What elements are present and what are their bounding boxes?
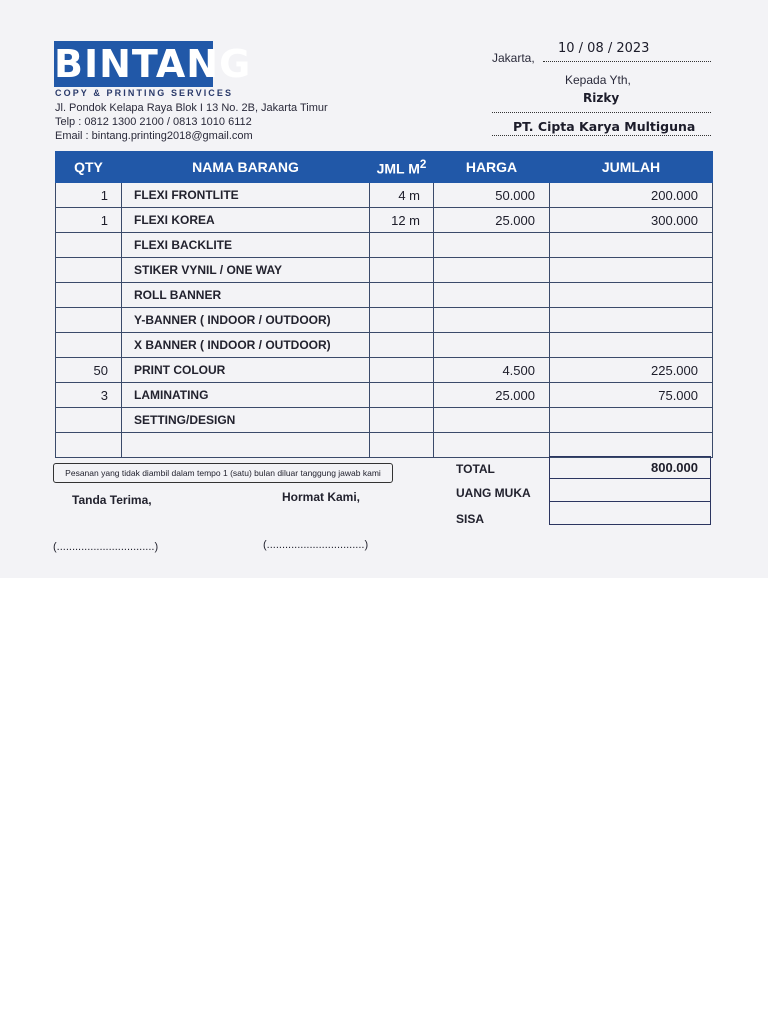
- cell-harga: 25.000: [434, 383, 550, 408]
- table-row: [56, 308, 713, 333]
- cell-harga: 50.000: [434, 183, 550, 208]
- col-harga-header: HARGA: [434, 152, 550, 183]
- cell-qty: 50: [56, 358, 122, 383]
- cell-jumlah: 75.000: [550, 383, 713, 408]
- invoice-date: 10 / 08 / 2023: [558, 41, 650, 56]
- cell-jml: [370, 308, 434, 333]
- items-table: [55, 151, 713, 458]
- company-logo: BINTANG: [54, 42, 252, 86]
- receiver-label: Tanda Terima,: [72, 493, 152, 507]
- cell-jumlah: 200.000: [550, 183, 713, 208]
- cell-jumlah: [550, 283, 713, 308]
- cell-item-name: FLEXI FRONTLITE: [122, 183, 370, 208]
- cell-qty: [56, 308, 122, 333]
- cell-jumlah: 300.000: [550, 208, 713, 233]
- company-tagline: COPY & PRINTING SERVICES: [55, 88, 234, 98]
- cell-harga: [434, 408, 550, 433]
- sisa-label: SISA: [456, 512, 485, 526]
- cell-item-name: Y-BANNER ( INDOOR / OUTDOOR): [122, 308, 370, 333]
- date-line: [543, 61, 711, 62]
- cell-jml: [370, 383, 434, 408]
- cell-jumlah: 225.000: [550, 358, 713, 383]
- company-line: [492, 135, 711, 136]
- cell-harga: 4.500: [434, 358, 550, 383]
- col-jml-label: JML M: [376, 160, 420, 177]
- sender-signature-line: (................................): [263, 539, 369, 551]
- cell-qty: 3: [56, 383, 122, 408]
- table-row: [56, 258, 713, 283]
- cell-jml: [370, 283, 434, 308]
- cell-qty: [56, 233, 122, 258]
- company-address: Jl. Pondok Kelapa Raya Blok I 13 No. 2B, Jakarta Timur: [55, 102, 328, 114]
- total-value: 800.000: [549, 456, 711, 479]
- col-qty-header: QTY: [56, 152, 122, 183]
- cell-qty: [56, 408, 122, 433]
- cell-harga: [434, 308, 550, 333]
- cell-item-name: FLEXI KOREA: [122, 208, 370, 233]
- cell-harga: [434, 233, 550, 258]
- company-email: Email : bintang.printing2018@gmail.com: [55, 130, 253, 142]
- total-label: TOTAL: [456, 462, 495, 476]
- table-header-row: [56, 152, 713, 183]
- cell-harga: [434, 283, 550, 308]
- table-row: [56, 433, 713, 458]
- company-phone: Telp : 0812 1300 2100 / 0813 1010 6112: [55, 116, 252, 128]
- cell-item-name: STIKER VYNIL / ONE WAY: [122, 258, 370, 283]
- col-jml-sup: 2: [419, 157, 427, 171]
- cell-jml: 12 m: [370, 208, 434, 233]
- cell-qty: [56, 433, 122, 458]
- cell-jml: [370, 433, 434, 458]
- cell-harga: 25.000: [434, 208, 550, 233]
- table-row: [56, 358, 713, 383]
- cell-jml: [370, 408, 434, 433]
- cell-qty: [56, 258, 122, 283]
- cell-qty: [56, 333, 122, 358]
- recipient-company: PT. Cipta Karya Multiguna: [513, 119, 696, 134]
- cell-jumlah: [550, 308, 713, 333]
- table-row: [56, 383, 713, 408]
- cell-jml: 4 m: [370, 183, 434, 208]
- dp-label: UANG MUKA: [456, 486, 531, 500]
- sisa-value: [549, 502, 711, 525]
- table-row: [56, 208, 713, 233]
- cell-harga: [434, 333, 550, 358]
- cell-item-name: FLEXI BACKLITE: [122, 233, 370, 258]
- cell-item-name: [122, 433, 370, 458]
- cell-jml: [370, 358, 434, 383]
- table-row: [56, 408, 713, 433]
- receiver-signature-line: (................................): [53, 541, 159, 553]
- table-row: [56, 333, 713, 358]
- cell-jml: [370, 333, 434, 358]
- cell-item-name: LAMINATING: [122, 383, 370, 408]
- sender-label: Hormat Kami,: [282, 490, 361, 504]
- cell-qty: 1: [56, 183, 122, 208]
- cell-jumlah: [550, 433, 713, 458]
- cell-jumlah: [550, 258, 713, 283]
- city-label: Jakarta,: [492, 51, 535, 65]
- cell-qty: [56, 283, 122, 308]
- cell-item-name: ROLL BANNER: [122, 283, 370, 308]
- col-jumlah-header: JUMLAH: [550, 152, 713, 183]
- to-label: Kepada Yth,: [565, 73, 631, 87]
- col-jml-header: [370, 152, 434, 183]
- cell-harga: [434, 258, 550, 283]
- cell-item-name: X BANNER ( INDOOR / OUTDOOR): [122, 333, 370, 358]
- cell-qty: 1: [56, 208, 122, 233]
- terms-note: Pesanan yang tidak diambil dalam tempo 1 (satu) bulan diluar tanggung jawab kami: [53, 463, 393, 483]
- table-row: [56, 283, 713, 308]
- recipient-name: Rizky: [583, 91, 620, 105]
- col-name-header: NAMA BARANG: [122, 152, 370, 183]
- cell-jumlah: [550, 333, 713, 358]
- cell-item-name: SETTING/DESIGN: [122, 408, 370, 433]
- recipient-line: [492, 112, 711, 113]
- table-row: [56, 233, 713, 258]
- cell-jml: [370, 258, 434, 283]
- cell-jml: [370, 233, 434, 258]
- dp-value: [549, 479, 711, 502]
- table-row: [56, 183, 713, 208]
- cell-jumlah: [550, 233, 713, 258]
- cell-jumlah: [550, 408, 713, 433]
- cell-harga: [434, 433, 550, 458]
- cell-item-name: PRINT COLOUR: [122, 358, 370, 383]
